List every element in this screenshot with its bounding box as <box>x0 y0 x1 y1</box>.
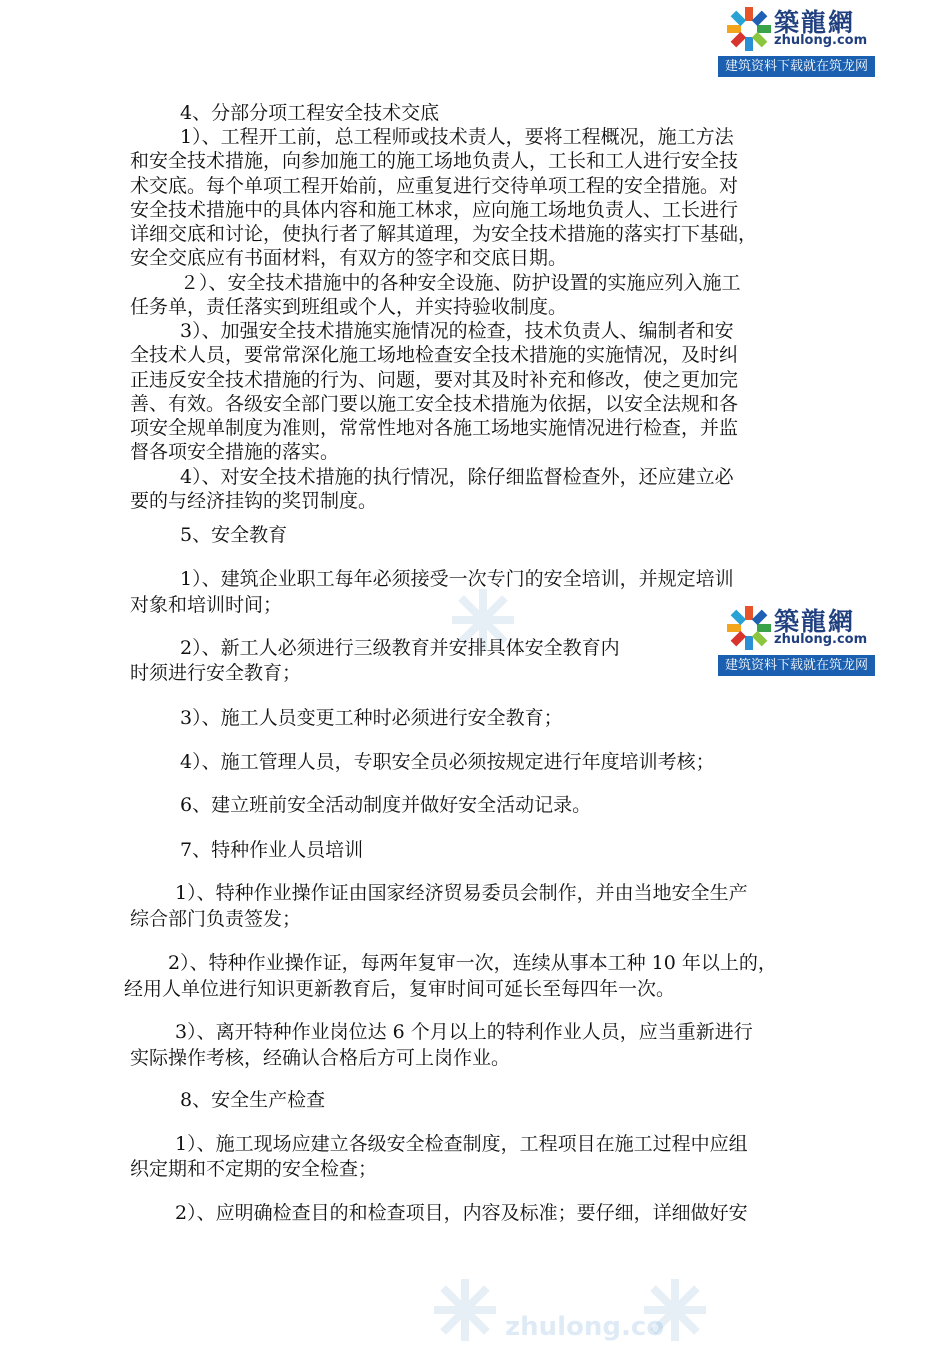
text-line: 详细交底和讨论，使执行者了解其道理，为安全技术措施的落实打下基础， <box>130 223 758 245</box>
text-line: 任务单，责任落实到班组或个人，并实持验收制度。 <box>130 296 568 318</box>
text-line: 4）、施工管理人员，专职安全员必须按规定进行年度培训考核； <box>180 751 715 773</box>
text-line: 1）、特种作业操作证由国家经济贸易委员会制作，并由当地安全生产 <box>175 882 748 904</box>
text-line: 2）、应明确检查目的和检查项目，内容及标准；要仔细，详细做好安 <box>175 1202 748 1224</box>
text-line: 2）、特种作业操作证，每两年复审一次，连续从事本工种 10 年以上的， <box>168 952 777 974</box>
text-line: 安全交底应有书面材料，有双方的签字和交底日期。 <box>130 247 568 269</box>
section-heading: 7、特种作业人员培训 <box>180 839 364 861</box>
text-line: 3）、离开特种作业岗位达 6 个月以上的特利作业人员，应当重新进行 <box>175 1021 753 1043</box>
zhulong-logo <box>718 0 875 77</box>
text-line: 对象和培训时间； <box>130 594 283 616</box>
section-heading: 5、安全教育 <box>180 524 288 546</box>
text-line: 综合部门负责签发； <box>130 908 302 930</box>
text-line: 项安全规单制度为准则，常常性地对各施工场地实施情况进行检查，并监 <box>130 417 739 439</box>
text-line: ２）、安全技术措施中的各种安全设施、防护设置的实施应列入施工 <box>180 272 741 294</box>
text-line: 实际操作考核，经确认合格后方可上岗作业。 <box>130 1047 511 1069</box>
section-heading: 6、建立班前安全活动制度并做好安全活动记录。 <box>180 794 592 816</box>
text-line: 全技术人员，要常常深化施工场地检查安全技术措施的实施情况，及时纠 <box>130 344 739 366</box>
text-line: 3）、施工人员变更工种时必须进行安全教育； <box>180 707 563 729</box>
zhulong-snowflake-icon <box>724 603 774 653</box>
text-line: 4）、对安全技术措施的执行情况，除仔细监督检查外，还应建立必 <box>180 466 734 488</box>
text-line: 要的与经济挂钩的奖罚制度。 <box>130 490 378 512</box>
text-line: 1）、施工现场应建立各级安全检查制度，工程项目在施工过程中应组 <box>175 1133 748 1155</box>
text-line: 术交底。每个单项工程开始前，应重复进行交待单项工程的安全措施。对 <box>130 175 739 197</box>
text-line: 1）、工程开工前，总工程师或技术责人，要将工程概况，施工方法 <box>180 126 734 148</box>
logo-name: 築龍網 <box>774 8 856 37</box>
text-line: 经用人单位进行知识更新教育后，复审时间可延长至每四年一次。 <box>124 978 676 1000</box>
text-line: 织定期和不定期的安全检查； <box>130 1158 378 1180</box>
logo-slogan: 建筑资料下载就在筑龙网 <box>718 655 875 676</box>
text-line: 3）、加强安全技术措施实施情况的检查，技术负责人、编制者和安 <box>180 320 734 342</box>
text-line: 时须进行安全教育； <box>130 662 302 684</box>
text-line: 善、有效。各级安全部门要以施工安全技术措施为依据，以安全法规和各 <box>130 393 739 415</box>
text-line: 正违反安全技术措施的行为、问题，要对其及时补充和修改，使之更加完 <box>130 369 739 391</box>
text-line: 1）、建筑企业职工每年必须接受一次专门的安全培训，并规定培训 <box>180 568 734 590</box>
logo-domain: zhulong.com <box>774 632 868 647</box>
text-line: 和安全技术措施，向参加施工的施工场地负责人，工长和工人进行安全技 <box>130 150 739 172</box>
zhulong-snowflake-icon <box>724 4 774 54</box>
zhulong-logo <box>718 599 875 676</box>
watermark-snowflake-icon <box>430 1275 500 1345</box>
logo-name: 築龍網 <box>774 607 856 636</box>
text-line: 督各项安全措施的落实。 <box>130 441 340 463</box>
text-line: 2）、新工人必须进行三级教育并安排具体安全教育内 <box>180 637 620 659</box>
section-heading: 8、安全生产检查 <box>180 1089 326 1111</box>
text-line: 安全技术措施中的具体内容和施工林求，应向施工场地负责人、工长进行 <box>130 199 739 221</box>
logo-slogan: 建筑资料下载就在筑龙网 <box>718 56 875 77</box>
logo-domain: zhulong.com <box>774 33 868 48</box>
section-heading: 4、分部分项工程安全技术交底 <box>180 102 440 124</box>
watermark-text: zhulong.co <box>505 1312 665 1342</box>
